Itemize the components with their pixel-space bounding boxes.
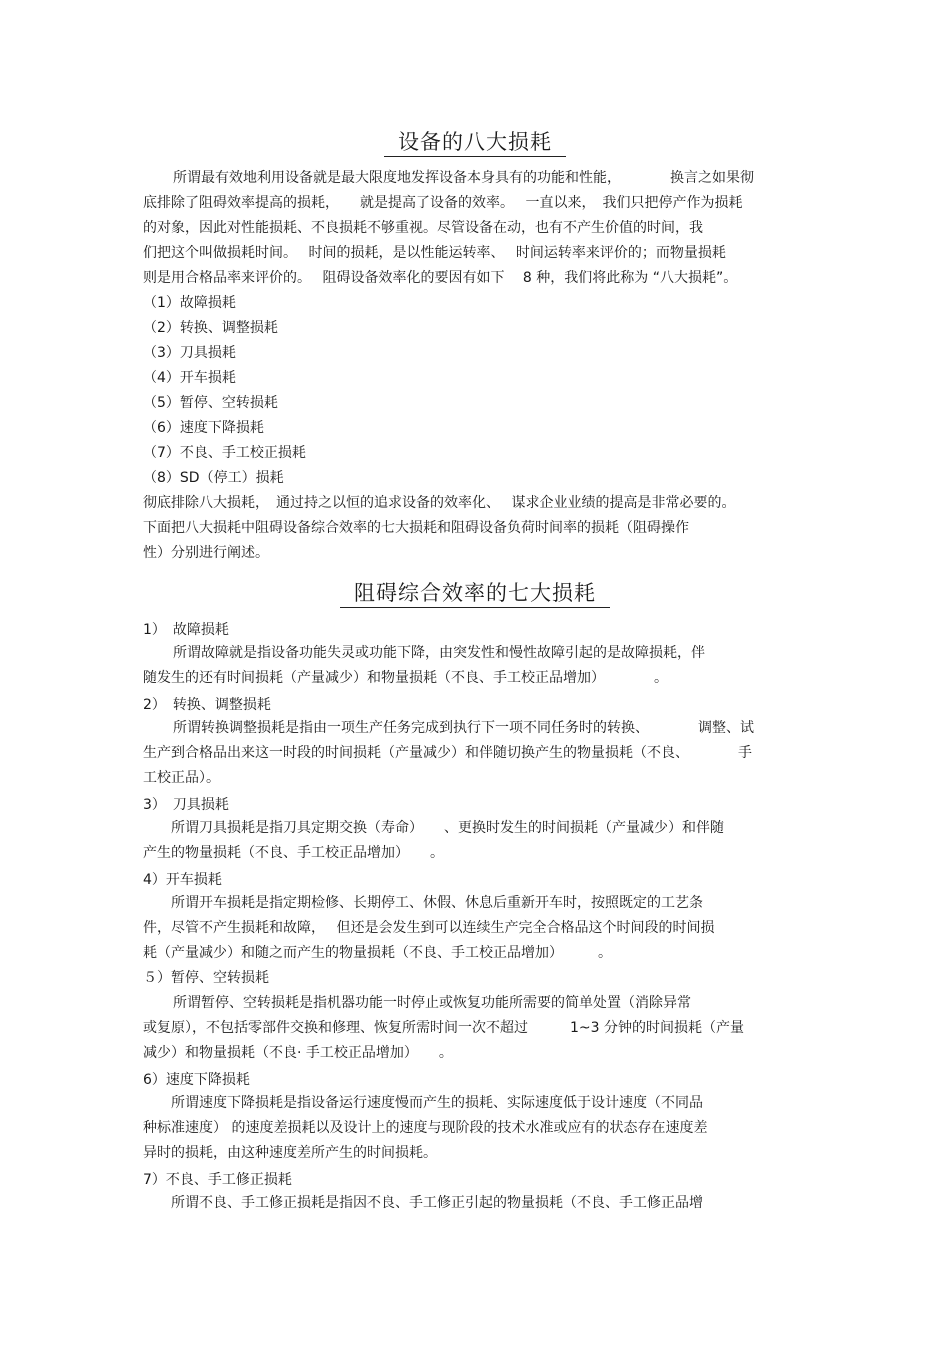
intro-line-4: 们把这个叫做损耗时间。 时间的损耗，是以性能运转率、 时间运转率来评价的；而物量损耗: [143, 245, 726, 261]
loss-list-item: （7）不良、手工校正损耗: [143, 445, 306, 461]
section-text: 所谓刀具损耗是指刀具定期交换（寿命） 、更换时发生的时间损耗（产量减少）和伴随: [171, 820, 724, 836]
section-heading: 3） 刀具损耗: [143, 797, 229, 813]
section-text: 工校正品）。: [143, 770, 220, 786]
loss-list-item: （2）转换、调整损耗: [143, 320, 278, 336]
section-text: 所谓转换调整损耗是指由一项生产任务完成到执行下一项不同任务时的转换、 调整、试: [173, 720, 754, 736]
section-heading: 4）开车损耗: [143, 872, 222, 888]
closing-line-3: 性）分别进行阐述。: [143, 545, 269, 561]
loss-list-item: （3）刀具损耗: [143, 345, 236, 361]
intro-line-5: 则是用合格品率来评价的。 阻碍设备效率化的要因有如下 8 种，我们将此称为 “八大损耗”。: [143, 270, 738, 286]
section-text: 所谓暂停、空转损耗是指机器功能一时停止或恢复功能所需要的简单处置（消除异常: [173, 995, 691, 1011]
loss-list-item: （5）暂停、空转损耗: [143, 395, 278, 411]
closing-line-2: 下面把八大损耗中阻碍设备综合效率的七大损耗和阻碍设备负荷时间率的损耗（阻碍操作: [143, 520, 689, 536]
closing-line-1: 彻底排除八大损耗， 通过持之以恒的追求设备的效率化、 谋求企业业绩的提高是非常必要的。: [143, 495, 736, 511]
loss-list-item: （6）速度下降损耗: [143, 420, 264, 436]
section-text: 或复原），不包括零部件交换和修理、恢复所需时间一次不超过 1~3 分钟的时间损耗（产量: [143, 1020, 744, 1036]
intro-line-3: 的对象，因此对性能损耗、不良损耗不够重视。尽管设备在动，也有不产生价值的时间，我: [143, 220, 703, 236]
section-text: 种标准速度） 的速度差损耗以及设计上的速度与现阶段的技术水准或应有的状态存在速度差: [143, 1120, 708, 1136]
section-heading: 2） 转换、调整损耗: [143, 697, 271, 713]
loss-list-item: （8）SD（停工）损耗: [143, 470, 284, 486]
section-text: 异时的损耗，由这种速度差所产生的时间损耗。: [143, 1145, 437, 1161]
section-text: 产生的物量损耗（不良、手工校正品增加） 。: [143, 845, 444, 861]
section-text: 减少）和物量损耗（不良· 手工校正品增加） 。: [143, 1045, 453, 1061]
intro-line-1: 所谓最有效地利用设备就是最大限度地发挥设备本身具有的功能和性能， 换言之如果彻: [173, 170, 754, 186]
section-text: 随发生的还有时间损耗（产量减少）和物量损耗（不良、手工校正品增加） 。: [143, 670, 668, 686]
section-text: 所谓故障就是指设备功能失灵或功能下降，由突发性和慢性故障引起的是故障损耗，伴: [173, 645, 705, 661]
section-title: 阻碍综合效率的七大损耗: [0, 580, 950, 606]
page-title: 设备的八大损耗: [0, 129, 950, 155]
section-heading: 1） 故障损耗: [143, 622, 229, 638]
intro-line-2: 底排除了阻碍效率提高的损耗， 就是提高了设备的效率。 一直以来， 我们只把停产作为损耗: [143, 195, 743, 211]
section-text: 所谓不良、手工修正损耗是指因不良、手工修正引起的物量损耗（不良、手工修正品增: [171, 1195, 703, 1211]
section-text: 所谓开车损耗是指定期检修、长期停工、休假、休息后重新开车时，按照既定的工艺条: [171, 895, 703, 911]
section-heading: ５）暂停、空转损耗: [143, 970, 269, 986]
section-text: 所谓速度下降损耗是指设备运行速度慢而产生的损耗、实际速度低于设计速度（不同品: [171, 1095, 703, 1111]
section-heading: 7）不良、手工修正损耗: [143, 1172, 292, 1188]
section-text: 耗（产量减少）和随之而产生的物量损耗（不良、手工校正品增加） 。: [143, 945, 612, 961]
section-heading: 6）速度下降损耗: [143, 1072, 250, 1088]
loss-list-item: （1）故障损耗: [143, 295, 236, 311]
loss-list-item: （4）开车损耗: [143, 370, 236, 386]
section-text: 生产到合格品出来这一时段的时间损耗（产量减少）和伴随切换产生的物量损耗（不良、 手: [143, 745, 752, 761]
section-text: 件，尽管不产生损耗和故障， 但还是会发生到可以连续生产完全合格品这个时间段的时间损: [143, 920, 715, 936]
